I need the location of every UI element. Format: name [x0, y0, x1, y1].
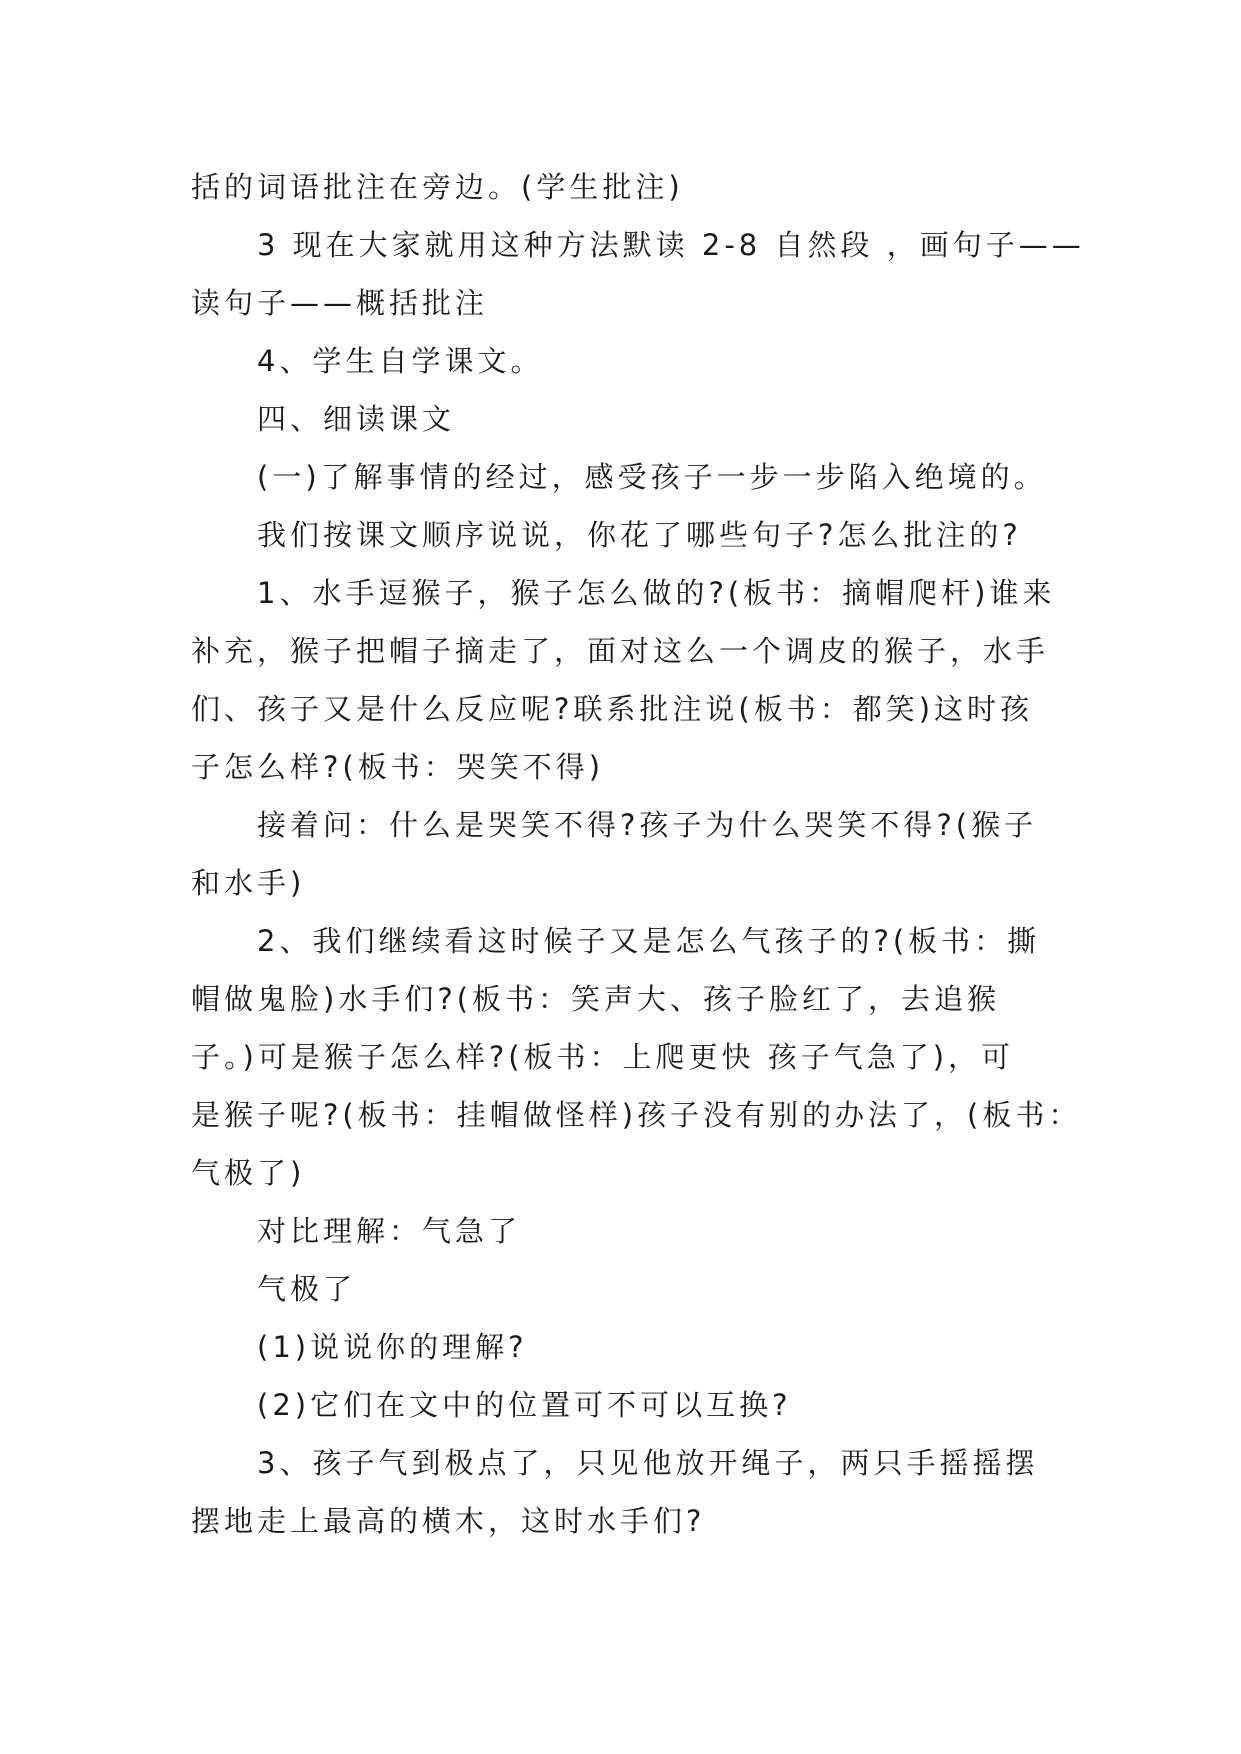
text-line-1: 括的词语批注在旁边。(学生批注) — [191, 170, 684, 204]
text-line-17: 是猴子呢?(板书：挂帽做怪样)孩子没有别的办法了，(板书： — [191, 1098, 1082, 1132]
text-line-19: 对比理解：气急了 — [257, 1214, 522, 1248]
text-line-20: 气极了 — [257, 1272, 357, 1306]
text-line-24: 摆地走上最高的横木，这时水手们? — [191, 1504, 706, 1538]
text-line-15: 帽做鬼脸)水手们?(板书：笑声大、孩子脸红了，去追猴 — [191, 982, 1001, 1016]
section-heading: 四、细读课文 — [257, 402, 456, 436]
subsection-heading: (一)了解事情的经过，感受孩子一步一步陷入绝境的。 — [257, 460, 1047, 494]
text-line-2: 3 现在大家就用这种方法默读 2-8 自然段 ，画句子—— — [257, 228, 1085, 262]
text-line-7: 我们按课文顺序说说，你花了哪些句子?怎么批注的? — [257, 518, 1022, 552]
question-1: (1)说说你的理解? — [257, 1330, 528, 1364]
text-line-16: 子。)可是猴子怎么样?(板书：上爬更快 孩子气急了)，可 — [191, 1040, 1015, 1074]
text-line-11: 子怎么样?(板书：哭笑不得) — [191, 750, 605, 784]
text-line-23: 3、孩子气到极点了，只见他放开绳子，两只手摇摇摆 — [257, 1446, 1039, 1480]
text-line-3: 读句子——概括批注 — [191, 286, 489, 320]
document-body — [191, 158, 1085, 1550]
text-line-14: 2、我们继续看这时候子又是怎么气孩子的?(板书：撕 — [257, 924, 1041, 958]
text-line-8: 1、水手逗猴子，猴子怎么做的?(板书：摘帽爬杆)谁来 — [257, 576, 1056, 610]
question-2: (2)它们在文中的位置可不可以互换? — [257, 1388, 792, 1422]
text-line-18: 气极了) — [191, 1156, 306, 1190]
text-line-12: 接着问：什么是哭笑不得?孩子为什么哭笑不得?(猴子 — [257, 808, 1038, 842]
text-line-4: 4、学生自学课文。 — [257, 344, 544, 378]
text-line-13: 和水手) — [191, 866, 306, 900]
text-line-10: 们、孩子又是什么反应呢?联系批注说(板书：都笑)这时孩 — [191, 692, 1034, 726]
text-line-9: 补充，猴子把帽子摘走了，面对这么一个调皮的猴子，水手 — [191, 634, 1050, 668]
